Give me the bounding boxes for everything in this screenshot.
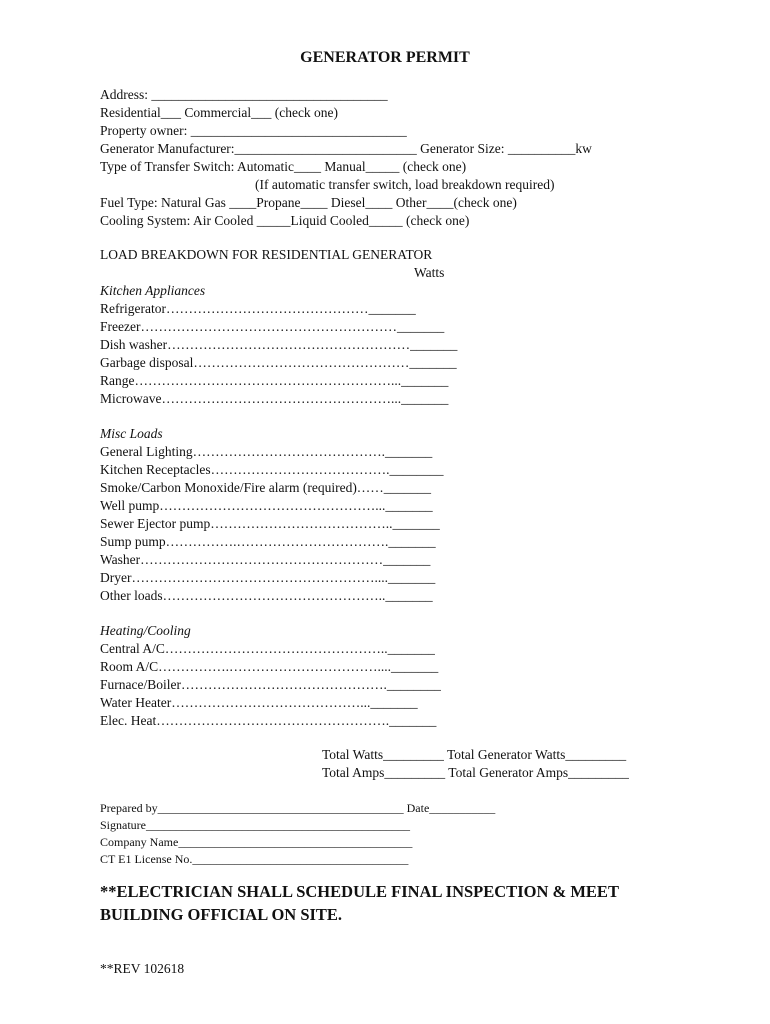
load-row-room-ac[interactable]: Room A/C…………….……………………………...._______	[100, 659, 439, 674]
load-row-refrigerator[interactable]: Refrigerator………………………………………_______	[100, 301, 416, 316]
load-breakdown-heading: LOAD BREAKDOWN FOR RESIDENTIAL GENERATOR	[100, 247, 433, 262]
transfer-switch-field[interactable]: Type of Transfer Switch: Automatic____ Manual_____ (check one)	[100, 159, 467, 174]
kitchen-appliances-heading: Kitchen Appliances	[100, 283, 206, 298]
address-field[interactable]: Address: ___________________________________	[100, 87, 388, 102]
load-row-elec-heat[interactable]: Elec. Heat……………………………………………._______	[100, 713, 437, 728]
inspection-notice-line-1: **ELECTRICIAN SHALL SCHEDULE FINAL INSPECTION & MEET	[100, 882, 619, 901]
load-row-freezer[interactable]: Freezer…………………………………………………_______	[100, 319, 445, 334]
inspection-notice-line-2: BUILDING OFFICIAL ON SITE.	[100, 905, 343, 924]
load-row-microwave[interactable]: Microwave……………………………………………..._______	[100, 391, 449, 406]
company-name-field[interactable]: Company Name_______________________________________	[100, 835, 413, 849]
signature-field[interactable]: Signature____________________________________________	[100, 818, 410, 832]
heating-cooling-heading: Heating/Cooling	[100, 623, 191, 638]
load-row-furnace-boiler[interactable]: Furnace/Boiler……………………………………….________	[100, 677, 441, 692]
watts-column-label: Watts	[414, 265, 445, 280]
load-row-dryer[interactable]: Dryer………………………………………………...._______	[100, 570, 436, 585]
load-row-washer[interactable]: Washer………………………………………………_______	[100, 552, 431, 567]
load-row-general-lighting[interactable]: General Lighting……………………………………._______	[100, 444, 433, 459]
load-row-water-heater[interactable]: Water Heater……………………………………..._______	[100, 695, 418, 710]
occupancy-type-field[interactable]: Residential___ Commercial___ (check one)	[100, 105, 339, 120]
license-number-field[interactable]: CT E1 License No.____________________________________	[100, 852, 409, 866]
load-row-garbage-disposal[interactable]: Garbage disposal…………………………………………_______	[100, 355, 457, 370]
transfer-switch-note: (If automatic transfer switch, load breakdown required)	[255, 177, 555, 192]
load-row-central-ac[interactable]: Central A/C………………………………………….._______	[100, 641, 435, 656]
manufacturer-size-field[interactable]: Generator Manufacturer:___________________________ Generator Size: __________kw	[100, 141, 592, 156]
load-row-sump-pump[interactable]: Sump pump…………….……………………………._______	[100, 534, 436, 549]
fuel-type-field[interactable]: Fuel Type: Natural Gas ____Propane____ Diesel____ Other____(check one)	[100, 195, 517, 210]
load-row-smoke-alarm[interactable]: Smoke/Carbon Monoxide/Fire alarm (required)……_______	[100, 480, 432, 495]
load-row-well-pump[interactable]: Well pump…………………………………………..._______	[100, 498, 433, 513]
load-row-kitchen-receptacles[interactable]: Kitchen Receptacles………………………………….________	[100, 462, 444, 477]
total-amps-row[interactable]: Total Amps_________ Total Generator Amps_________	[322, 765, 629, 780]
prepared-by-date-field[interactable]: Prepared by_________________________________________ Date___________	[100, 801, 496, 815]
page-title: GENERATOR PERMIT	[300, 49, 470, 66]
cooling-system-field[interactable]: Cooling System: Air Cooled _____Liquid Cooled_____ (check one)	[100, 213, 470, 228]
revision-label: **REV 102618	[100, 961, 185, 976]
load-row-range[interactable]: Range…………………………………………………..._______	[100, 373, 449, 388]
load-row-sewer-ejector-pump[interactable]: Sewer Ejector pump………………………………….._______	[100, 516, 440, 531]
property-owner-field[interactable]: Property owner: ________________________________	[100, 123, 407, 138]
total-watts-row[interactable]: Total Watts_________ Total Generator Watts_________	[322, 747, 627, 762]
load-row-dish-washer[interactable]: Dish washer………………………………………………_______	[100, 337, 458, 352]
load-row-other-loads[interactable]: Other loads………………………………………….._______	[100, 588, 433, 603]
misc-loads-heading: Misc Loads	[100, 426, 163, 441]
